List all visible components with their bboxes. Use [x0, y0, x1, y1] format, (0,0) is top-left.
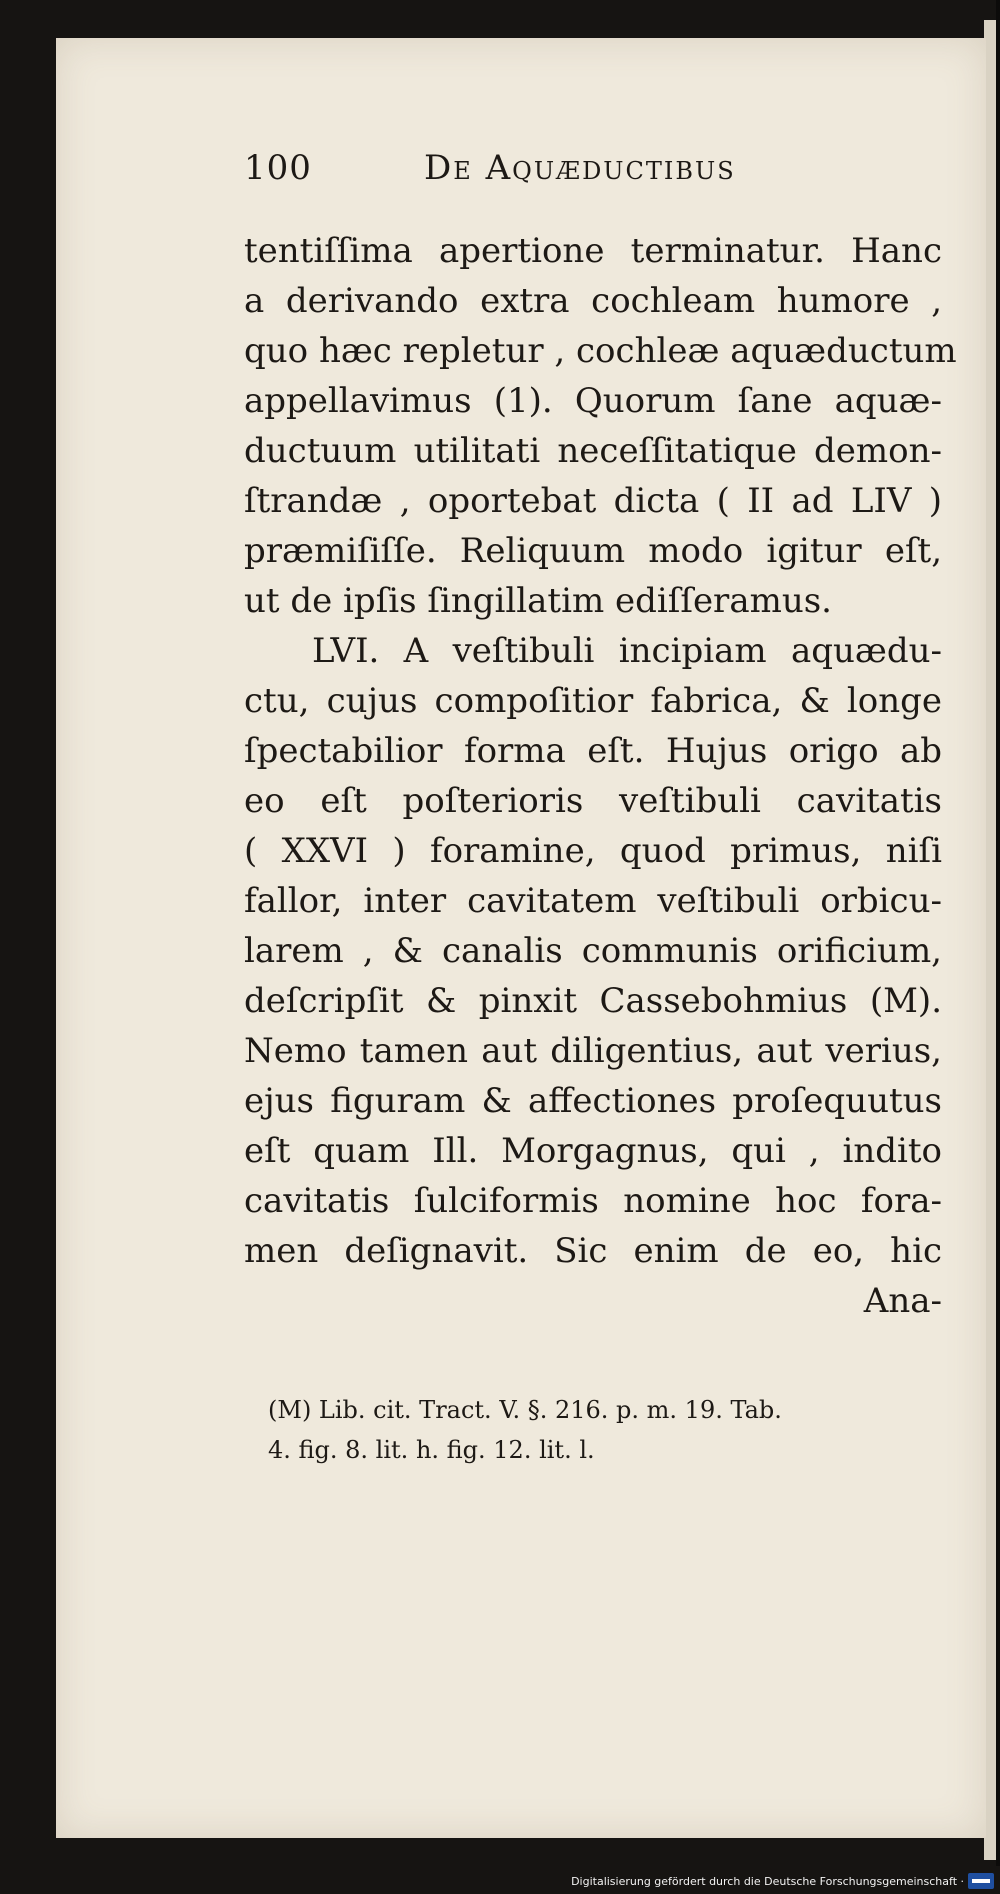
digitization-credit: Digitalisierung gefördert durch die Deutsche Forschungsgemeinschaft ·	[571, 1875, 964, 1888]
body-line: a derivando extra cochleam humore ,	[244, 281, 942, 321]
body-line: ctu, cujus compoſitior fabrica, & longe	[244, 681, 942, 721]
body-line: appellavimus (1). Quorum ſane aquæ-	[244, 381, 942, 421]
body-line: eſt quam Ill. Morgagnus, qui , indito	[244, 1131, 942, 1171]
footnote-line: (M) Lib. cit. Tract. V. §. 216. p. m. 19. Tab.	[268, 1396, 782, 1424]
running-title: De Aquæductibus	[424, 148, 736, 188]
body-line: men deſignavit. Sic enim de eo, hic	[244, 1231, 942, 1271]
paragraph-start-line: LVI. A veſtibuli incipiam aquædu-	[312, 631, 942, 671]
body-line: ejus figuram & affectiones proſequutus	[244, 1081, 942, 1121]
body-line: tentiſſima apertione terminatur. Hanc	[244, 231, 942, 271]
body-line: quo hæc repletur , cochleæ aquæductum	[244, 331, 957, 371]
body-line: ( XXVI ) foramine, quod primus, niſi	[244, 831, 942, 871]
body-line: præmiſiſſe. Reliquum modo igitur eſt,	[244, 531, 942, 571]
dfg-logo-icon	[968, 1873, 994, 1889]
body-line: ſpectabilior forma eſt. Hujus origo ab	[244, 731, 942, 771]
catchword: Ana-	[863, 1281, 942, 1321]
running-header	[244, 148, 764, 198]
scan-background-edge	[996, 0, 1000, 1894]
body-line: fallor, inter cavitatem veſtibuli orbicu-	[244, 881, 942, 921]
body-line: ductuum utilitati neceſſitatique demon-	[244, 431, 942, 471]
footnote-line: 4. fig. 8. lit. h. fig. 12. lit. l.	[268, 1436, 595, 1464]
body-line: larem , & canalis communis orificium,	[244, 931, 942, 971]
body-line: Nemo tamen aut diligentius, aut verius,	[244, 1031, 942, 1071]
body-line: deſcripſit & pinxit Cassebohmius (M).	[244, 981, 942, 1021]
body-line: eo eſt poſterioris veſtibuli cavitatis	[244, 781, 942, 821]
body-line: ſtrandæ , oportebat dicta ( II ad LIV )	[244, 481, 942, 521]
page-number: 100	[244, 148, 312, 188]
body-line: cavitatis ſulciformis nomine hoc fora-	[244, 1181, 942, 1221]
body-line: ut de ipſis ſingillatim ediſſeramus.	[244, 581, 832, 621]
